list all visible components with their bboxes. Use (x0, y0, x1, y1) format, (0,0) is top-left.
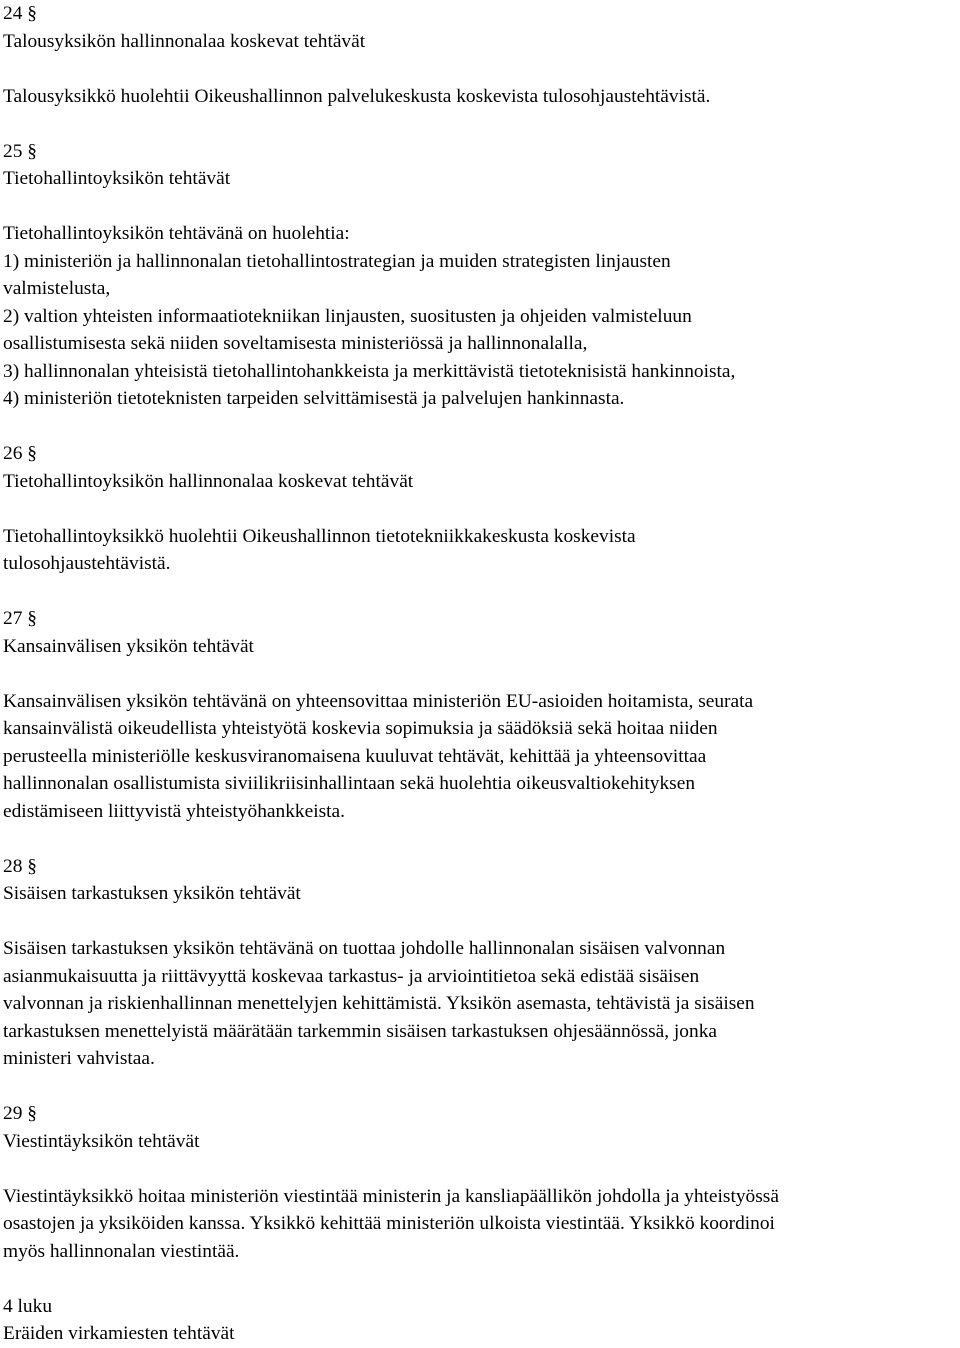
section-27 (3, 605, 960, 853)
body-line: tarkastuksen menettelyistä määrätään tarkemmin sisäisen tarkastuksen ohjesäännössä, jonka (3, 1020, 717, 1042)
spacer (3, 578, 960, 606)
section-heading: Tietohallintoyksikön hallinnonalaa koskevat tehtävät (3, 470, 414, 492)
body-line: asianmukaisuutta ja riittävyyttä koskevaa tarkastus- ja arviointitietoa sekä edistää sisäisen (3, 965, 700, 987)
section-24 (3, 0, 960, 138)
spacer (3, 660, 960, 688)
body-line: perusteella ministeriölle keskusviranomaisena kuuluvat tehtävät, kehittää ja yhteensovittaa (3, 745, 707, 767)
section-heading: Talousyksikön hallinnonalaa koskevat tehtävät (3, 30, 366, 52)
spacer (3, 1265, 960, 1293)
section-number: 29 § (3, 1103, 37, 1124)
section-heading: Sisäisen tarkastuksen yksikön tehtävät (3, 883, 301, 904)
section-number: 25 § (3, 140, 37, 162)
body-line: 1) ministeriön ja hallinnonalan tietohallintostrategian ja muiden strategisten linjausten (3, 250, 671, 272)
body-line: kansainvälistä oikeudellista yhteistyötä koskevia sopimuksia ja säädöksiä sekä hoitaa niiden (3, 718, 718, 739)
section-heading: Viestintäyksikön tehtävät (3, 1130, 200, 1152)
section-number: 26 § (3, 443, 37, 464)
section-29 (3, 1100, 960, 1293)
body-line: 3) hallinnonalan yhteisistä tietohallintohankkeista ja merkittävistä tietoteknisistä hankinnoista, (3, 360, 736, 382)
body-line: myös hallinnonalan viestintää. (3, 1240, 240, 1262)
section-heading: Tietohallintoyksikön tehtävät (3, 168, 231, 189)
body-line: Tietohallintoyksikön tehtävänä on huolehtia: (3, 223, 350, 244)
body-line: osastojen ja yksiköiden kanssa. Yksikkö kehittää ministeriön ulkoista viestintää. Yksikkö koordinoi (3, 1213, 775, 1234)
body-line: valmistelusta, (3, 278, 111, 299)
body-line: 2) valtion yhteisten informaatiotekniikan linjausten, suositusten ja ohjeiden valmisteluun (3, 305, 692, 327)
body-line: edistämiseen liittyvistä yhteistyöhankkeista. (3, 800, 345, 822)
body-line: ministeri vahvistaa. (3, 1048, 155, 1069)
spacer (3, 908, 960, 936)
body-line: osallistumisesta sekä niiden soveltamisesta ministeriössä ja hallinnonalalla, (3, 333, 588, 354)
body-line: Talousyksikkö huolehtii Oikeushallinnon palvelukeskusta koskevista tulosohjaustehtävistä. (3, 85, 711, 107)
spacer (3, 1155, 960, 1183)
body-line: tulosohjaustehtävistä. (3, 553, 171, 574)
chapter-heading: Eräiden virkamiesten tehtävät (3, 1323, 235, 1344)
spacer (3, 110, 960, 138)
section-number: 24 § (3, 3, 37, 24)
section-26 (3, 440, 960, 605)
body-line: valvonnan ja riskienhallinnan menettelyjen kehittämistä. Yksikön asemasta, tehtävistä ja sisäisen (3, 993, 755, 1014)
body-line: hallinnonalan osallistumista siviilikriisinhallintaan sekä huolehtia oikeusvaltiokehityksen (3, 773, 696, 794)
chapter-number: 4 luku (3, 1295, 53, 1317)
section-25 (3, 138, 960, 441)
spacer (3, 413, 960, 441)
spacer (3, 495, 960, 523)
section-number: 27 § (3, 608, 37, 629)
document-page (3, 0, 960, 1348)
spacer (3, 1073, 960, 1101)
chapter-4 (3, 1293, 960, 1348)
body-line: 4) ministeriön tietoteknisten tarpeiden selvittämisestä ja palvelujen hankinnasta. (3, 388, 625, 409)
body-line: Viestintäyksikkö hoitaa ministeriön viestintää ministerin ja kansliapäällikön johdolla ja yhteistyössä (3, 1185, 779, 1207)
spacer (3, 193, 960, 221)
section-heading: Kansainvälisen yksikön tehtävät (3, 635, 254, 657)
section-28 (3, 853, 960, 1101)
spacer (3, 55, 960, 83)
body-line: Sisäisen tarkastuksen yksikön tehtävänä on tuottaa johdolle hallinnonalan sisäisen valvonnan (3, 938, 726, 959)
section-number: 28 § (3, 855, 37, 877)
body-line: Tietohallintoyksikkö huolehtii Oikeushallinnon tietotekniikkakeskusta koskevista (3, 525, 636, 547)
body-line: Kansainvälisen yksikön tehtävänä on yhteensovittaa ministeriön EU-asioiden hoitamista, seurata (3, 690, 754, 712)
spacer (3, 825, 960, 853)
